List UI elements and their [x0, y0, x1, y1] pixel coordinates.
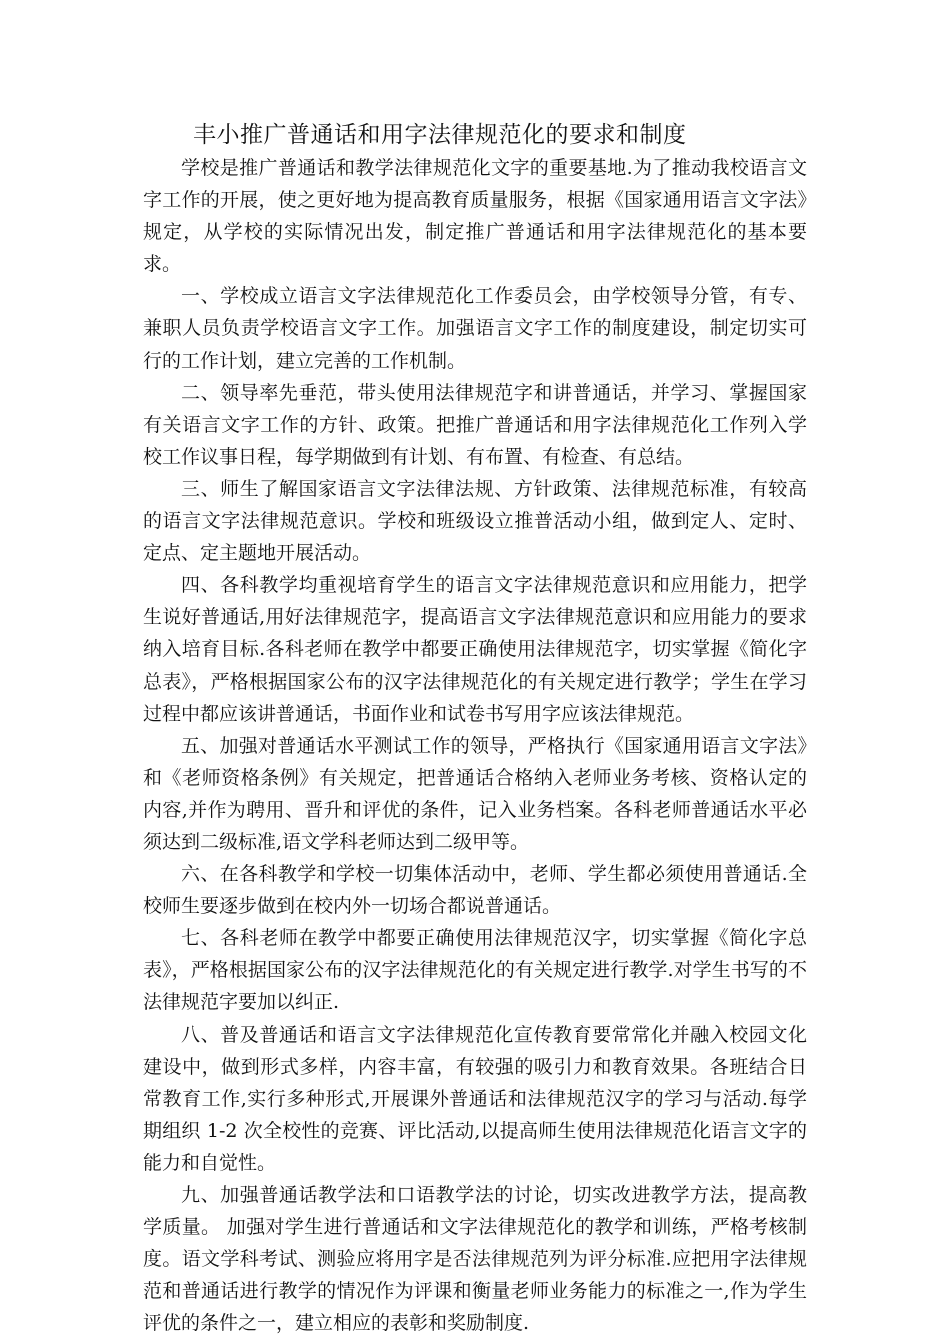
paragraph-4: 四、各科教学均重视培育学生的语言文字法律规范意识和应用能力，把学生说好普通话,用好法律规范字，提高语言文字法律规范意识和应用能力的要求纳入培育目标.各科老师在教学中都要正确使用法律规范字，切实掌握《简化字总表》，严格根据国家公布的汉字法律规范化的有关规定进行教学；学生在学习过程中都应该讲普通话，书面作业和试卷书写用字应该法律规范。 [143, 574, 807, 725]
paragraph-5: 五、加强对普通话水平测试工作的领导，严格执行《国家通用语言文字法》和《老师资格条例》有关规定，把普通话合格纳入老师业务考核、资格认定的内容,并作为聘用、晋升和评优的条件，记入业务档案。各科老师普通话水平必须达到二级标准,语文学科老师达到二级甲等。 [143, 734, 807, 853]
paragraph-6: 六、在各科教学和学校一切集体活动中，老师、学生都必须使用普通话.全校师生要逐步做到在校内外一切场合都说普通话。 [143, 863, 807, 918]
paragraph-2: 二、领导率先垂范，带头使用法律规范字和讲普通话，并学习、掌握国家有关语言文字工作的方针、政策。把推广普通话和用字法律规范化工作列入学校工作议事日程，每学期做到有计划、有布置、有检查、有总结。 [143, 381, 807, 468]
paragraph-9: 九、加强普通话教学法和口语教学法的讨论，切实改进教学方法，提高教学质量。 加强对学生进行普通话和文字法律规范化的教学和训练，严格考核制度。语文学科考试、测验应将用字是否法律规范列为评分标准.应把用字法律规范和普通话进行教学的情况作为评课和衡量老师业务能力的标准之一,作为学生评优的条件之一，建立相应的表彰和奖励制度. [143, 1184, 807, 1335]
paragraph-intro: 学校是推广普通话和教学法律规范化文字的重要基地.为了推动我校语言文字工作的开展，使之更好地为提高教育质量服务，根据《国家通用语言文字法》规定，从学校的实际情况出发，制定推广普通话和用字法律规范化的基本要求。 [143, 157, 807, 276]
paragraph-8: 八、普及普通话和语言文字法律规范化宣传教育要常常化并融入校园文化建设中，做到形式多样，内容丰富，有较强的吸引力和教育效果。各班结合日常教育工作,实行多种形式,开展课外普通话和法律规范汉字的学习与活动.每学期组织 1-2 次全校性的竞赛、评比活动,以提高师生使用法律规范化语言文字的能力和自觉性。 [143, 1023, 807, 1174]
document-page [143, 118, 807, 1339]
paragraph-3: 三、师生了解国家语言文字法律法规、方针政策、法律规范标准，有较高的语言文字法律规范意识。学校和班级设立推普活动小组，做到定人、定时、定点、定主题地开展活动。 [143, 477, 807, 565]
document-title: 丰小推广普通话和用字法律规范化的要求和制度 [193, 122, 687, 148]
paragraph-7: 七、各科老师在教学中都要正确使用法律规范汉字，切实掌握《简化字总表》，严格根据国家公布的汉字法律规范化的有关规定进行教学.对学生书写的不法律规范字要加以纠正. [143, 927, 807, 1014]
paragraph-1: 一、学校成立语言文字法律规范化工作委员会，由学校领导分管，有专、兼职人员负责学校语言文字工作。加强语言文字工作的制度建设，制定切实可行的工作计划，建立完善的工作机制。 [143, 285, 807, 372]
